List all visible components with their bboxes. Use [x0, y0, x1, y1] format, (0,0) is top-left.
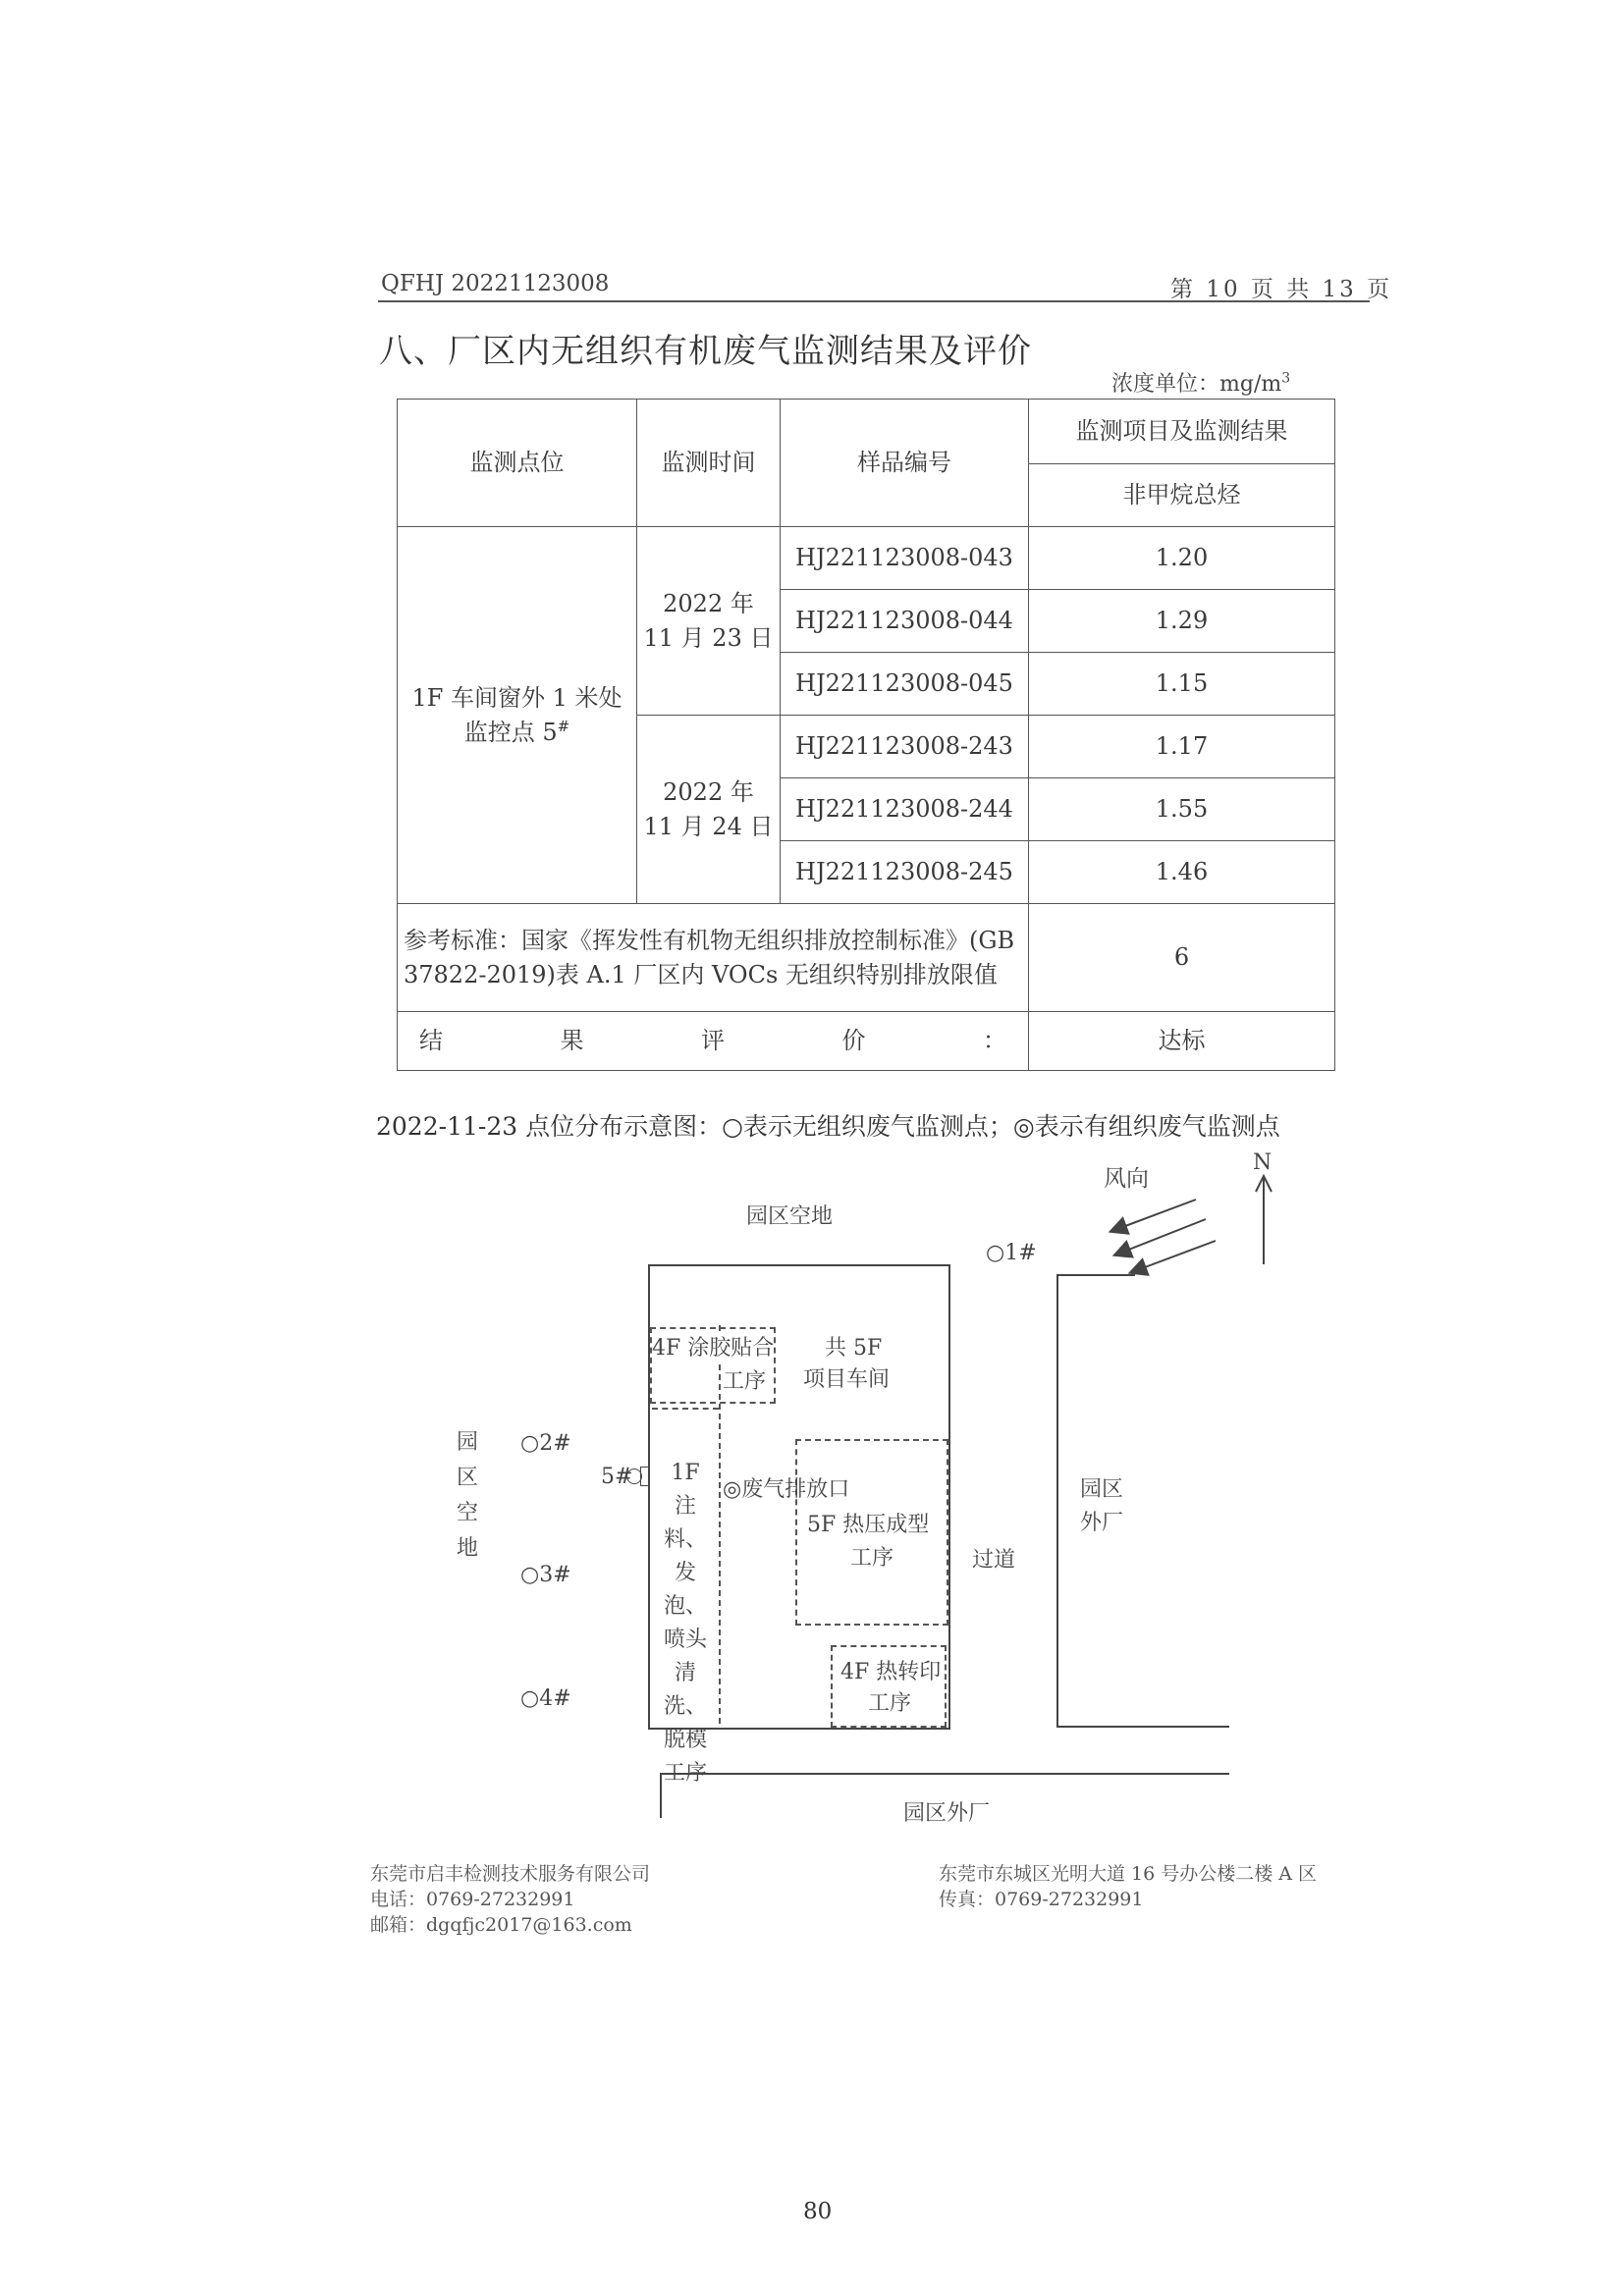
diagram-legend: 2022-11-23 点位分布示意图：○表示无组织废气监测点；◎表示有组织废气监测点 [376, 1112, 1280, 1141]
process-5f-label-1: 5F 热压成型 [807, 1513, 930, 1537]
sample-id: HJ221123008-245 [781, 841, 1029, 904]
process-4f-glue-label-2: 工序 [723, 1369, 767, 1394]
result-verdict: 达标 [1029, 1012, 1335, 1071]
col-header-time: 监测时间 [637, 400, 781, 527]
col-header-analyte: 非甲烷总烃 [1029, 464, 1335, 527]
result-label: 结果评价： [398, 1012, 1029, 1071]
result-value: 1.46 [1029, 841, 1335, 904]
right-building-top-wall [1056, 1274, 1135, 1276]
standard-text: 参考标准：国家《挥发性有机物无组织排放控制标准》(GB 37822-2019)表 A.1 厂区内 VOCs 无组织特别排放限值 [398, 904, 1029, 1012]
right-building-left-wall [1056, 1274, 1058, 1728]
divider-glue [652, 1408, 719, 1410]
right-building-bottom-wall [1056, 1726, 1229, 1728]
window-marker-icon [640, 1467, 650, 1486]
bottom-area-label: 园区外厂 [903, 1801, 991, 1826]
col-header-sample: 样品编号 [781, 400, 1029, 527]
building-label-2: 项目车间 [803, 1367, 891, 1392]
sample-id: HJ221123008-043 [781, 527, 1029, 590]
process-4f-transfer-label-2: 工序 [868, 1691, 912, 1716]
bottom-factory-top-wall [660, 1773, 1229, 1775]
footer-fax: 传真：0769-27232991 [939, 1889, 1144, 1910]
wind-label: 风向 [1104, 1166, 1149, 1192]
result-value: 1.55 [1029, 778, 1335, 841]
footer-company: 东莞市启丰检测技术服务有限公司 [370, 1863, 651, 1885]
sample-id: HJ221123008-045 [781, 653, 1029, 716]
process-4f-glue-label: 4F 涂胶贴合 [652, 1331, 774, 1362]
page-info: 第 10 页 共 13 页 [1170, 277, 1393, 302]
unit-superscript: 3 [1281, 370, 1291, 387]
sample-id: HJ221123008-044 [781, 590, 1029, 653]
process-4f-transfer-label-1: 4F 热转印 [840, 1660, 942, 1684]
date-cell: 2022 年 11 月 23 日 [637, 527, 781, 716]
footer-phone: 电话：0769-27232991 [370, 1889, 575, 1910]
wind-arrows-icon [1100, 1168, 1335, 1276]
point-2: ○2# [520, 1431, 571, 1456]
process-5f-label-2: 工序 [850, 1546, 894, 1571]
process-1f-label: 1F 注料、 发泡、 喷头 清洗、 脱模 工序 [663, 1461, 707, 1786]
footer-right [939, 1861, 1317, 1912]
left-area-label: 园 区 空 地 [456, 1430, 478, 1561]
exhaust-outlet-label: ◎废气排放口 [723, 1477, 850, 1502]
location-line2: 监控点 5# [463, 717, 570, 746]
point-1: ○1# [986, 1241, 1037, 1265]
footer-email: 邮箱：dgqfjc2017@163.com [370, 1914, 632, 1936]
standard-value: 6 [1029, 904, 1335, 1012]
point-5: 5# [601, 1465, 633, 1489]
footer-address: 东莞市东城区光明大道 16 号办公楼二楼 A 区 [939, 1863, 1318, 1885]
top-area-label: 园区空地 [746, 1204, 834, 1229]
building-label-1: 共 5F [825, 1336, 883, 1361]
report-number: QFHJ 20221123008 [381, 271, 610, 296]
col-header-items: 监测项目及监测结果 [1029, 400, 1335, 464]
location-line1: 1F 车间窗外 1 米处 [411, 683, 623, 712]
point-4: ○4# [520, 1686, 571, 1711]
result-value: 1.29 [1029, 590, 1335, 653]
north-label: N [1253, 1150, 1272, 1175]
right-area-label-2: 外厂 [1080, 1511, 1124, 1535]
bottom-factory-left-wall [660, 1773, 662, 1818]
date-cell: 2022 年 11 月 24 日 [637, 716, 781, 904]
aisle-label: 过道 [972, 1548, 1016, 1573]
point-3: ○3# [520, 1563, 571, 1587]
col-header-location: 监测点位 [398, 400, 637, 527]
result-value: 1.20 [1029, 527, 1335, 590]
sample-id: HJ221123008-244 [781, 778, 1029, 841]
page-number: 80 [803, 2199, 833, 2224]
unit-label: 浓度单位：mg/m [1111, 372, 1282, 397]
sample-id: HJ221123008-243 [781, 716, 1029, 778]
right-area-label-1: 园区 [1080, 1477, 1124, 1502]
result-value: 1.15 [1029, 653, 1335, 716]
footer-left [370, 1861, 650, 1938]
section-title: 八、厂区内无组织有机废气监测结果及评价 [379, 332, 1032, 371]
north-arrow-icon [1253, 1174, 1276, 1266]
result-value: 1.17 [1029, 716, 1335, 778]
